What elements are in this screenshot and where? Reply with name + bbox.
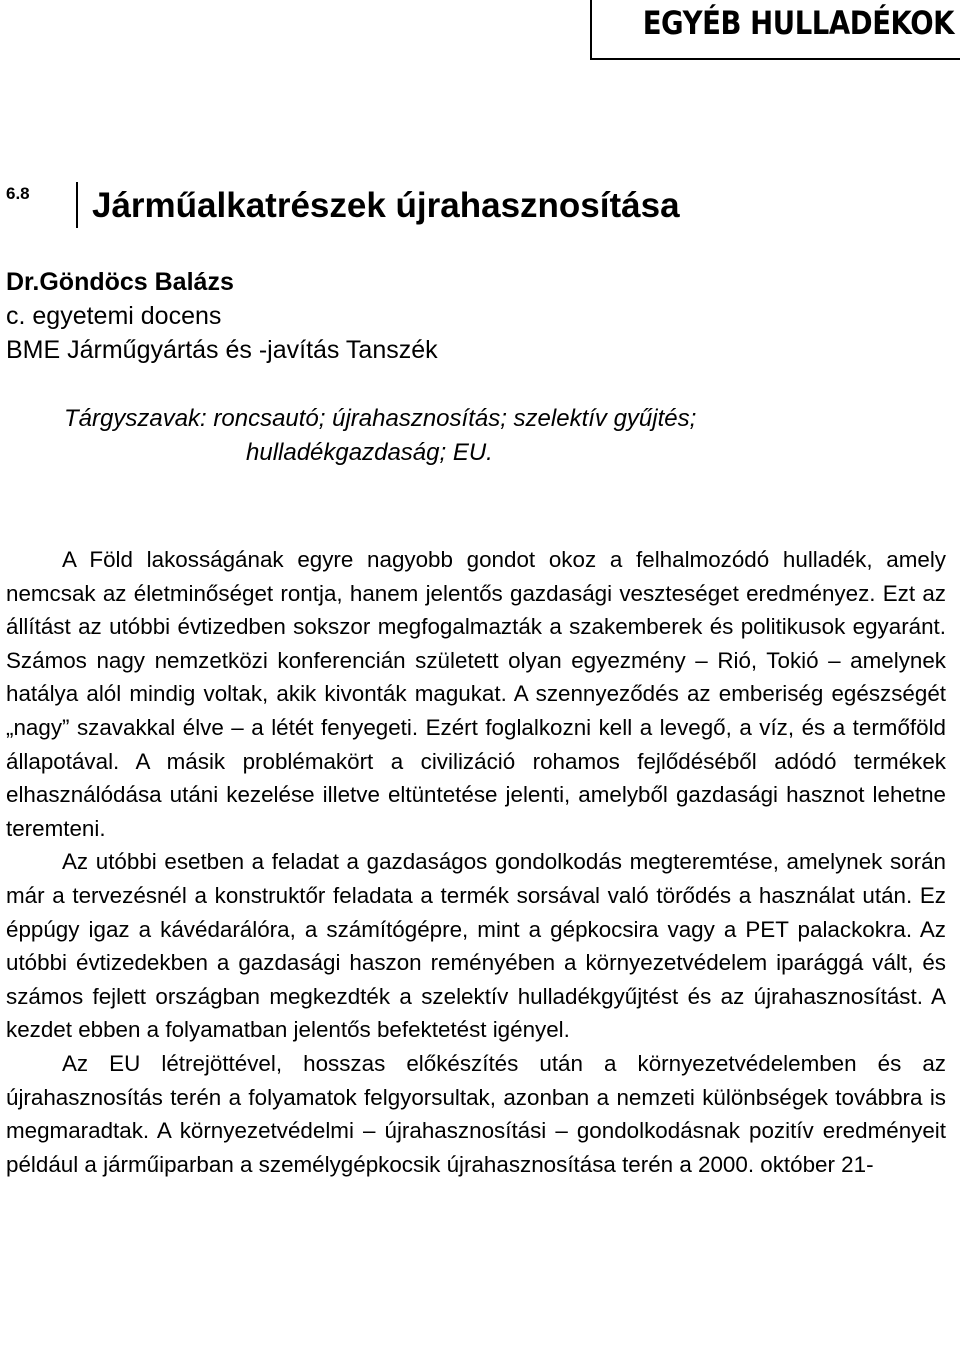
paragraph: A Föld lakosságának egyre nagyobb gondot okoz a felhalmozódó hulladék, amely nemcsak az életminőséget rontja, hanem jelentős gazdasági veszteséget eredményez. Ezt az állítást az utóbbi évtizedben sokszor megfogalmazták a szakemberek és politikusok egyaránt. Számos nagy nemzetközi konferencián született olyan egyezmény – Rió, Tokió – amelynek hatálya alól mindig voltak, akik kivonták magukat. A szennyeződés az emberiség egészségét „nagy” szavakkal élve – a létét fenyegeti. Ezért foglalkozni kell a levegő, a víz, és a termőföld állapotával. A másik problémakört a civilizáció rohamos fejlődéséből adódó termékek elhasználódása utáni kezelése illetve eltüntetése jelenti, amelyből gazdasági hasznot lehetne teremteni. [6,547,946,841]
section-divider [76,182,78,228]
author-name: Dr.Göndöcs Balázs [6,268,234,296]
section-number: 6.8 [6,184,30,203]
header-divider [590,0,592,58]
header-title: EGYÉB HULLADÉKOK [642,4,954,42]
section-title: Járműalkatrészek újrahasznosítása [92,186,680,225]
body-text [6,543,946,1181]
keywords [64,402,696,470]
paragraph: Az utóbbi esetben a feladat a gazdaságos gondolkodás megteremtése, amelynek során már a tervezésnél a konstruktőr feladata a termék sorsával való törődés a használat után. Ez éppúgy igaz a kávédarálóra, a számítógépre, mint a gépkocsira vagy a PET palackokra. Az utóbbi évtizedekben a gazdasági haszon reményében a környezetvédelem iparággá vált, és számos fejlett országban megkezdték a szelektív hulladékgyűjtést és az újrahasznosítást. A kezdet ebben a folyamatban jelentős befektetést igényel. [6,849,946,1043]
keywords-line-2: hulladékgazdaság; EU. [246,439,493,466]
running-header [590,0,960,60]
author-position: c. egyetemi docens [6,302,222,330]
paragraph: Az EU létrejöttével, hosszas előkészítés után a környezetvédelemben és az újrahasznosítás terén a folyamatok felgyorsultak, azonban a nemzeti különbségek továbbra is megmaradtak. A környezetvédelmi – újrahasznosítási – gondolkodásnak pozitív eredményeit például a járműiparban a személygépkocsik újrahasznosítása terén a 2000. október 21- [6,1050,946,1177]
author-department: BME Járműgyártás és -javítás Tanszék [6,336,438,364]
keywords-line-1: Tárgyszavak: roncsautó; újrahasznosítás; szelektív gyűjtés; [64,405,697,432]
